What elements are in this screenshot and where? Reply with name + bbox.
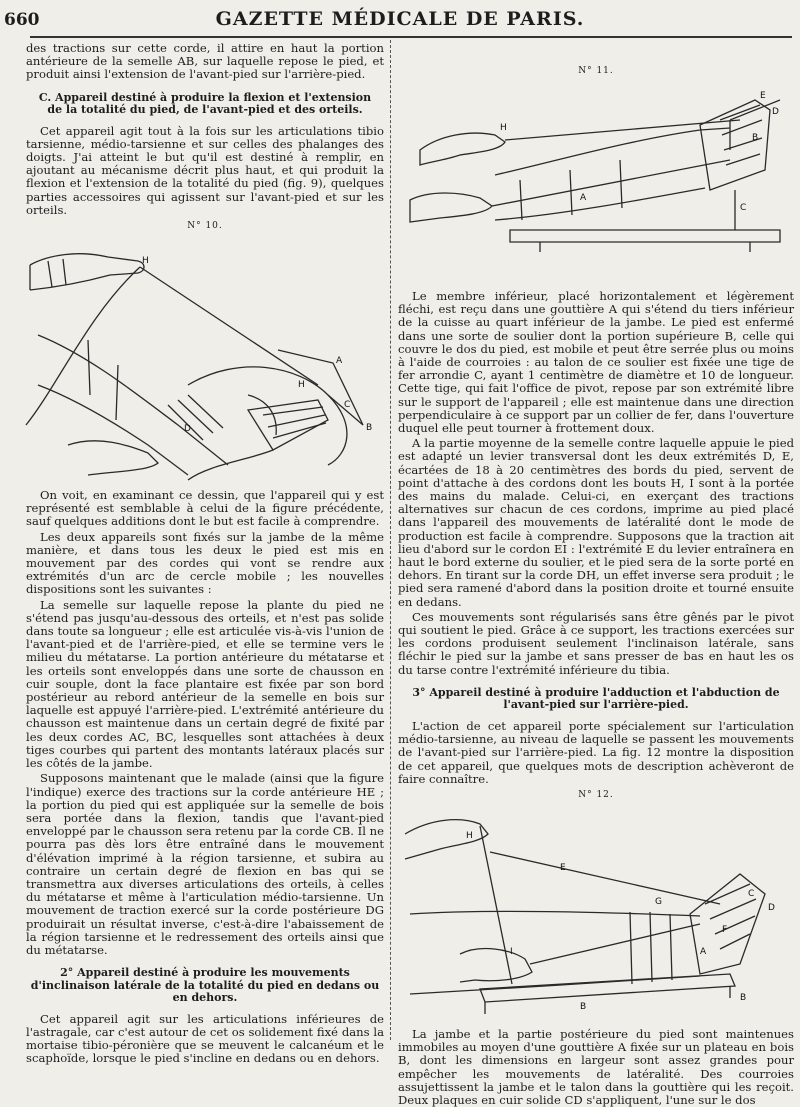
- section-heading: C. Appareil destiné à produire la flexion et l'extension de la totalité du pied, de l'avant-pied et des orteils.: [38, 90, 372, 117]
- figure-10-label: N° 10.: [187, 221, 223, 232]
- figure-11-letter-b: B: [752, 133, 759, 143]
- paragraph: Supposons maintenant que le malade (ainsi que la figure l'indique) exerce des tractions sur la corde antérieure HE ; la portion du pied qui est appliquée sur la semelle de bois sera portée dans la flexion, tandis que l'avant-pied enveloppé par le chausson sera retenu par la corde CB. Il ne pourra pas dès lors être entraîné dans le mouvement d'élévation imprimé à la région tarsienne, et subira au contraire un certain degré de flexion en bas qui se transmettra aux diverses articulations des orteils, à celles du métatarse et même à l'articulation médio-tarsienne. Un mouvement de traction exercé sur la corde postérieure DG produirait un résultat inverse, c'est-à-dire l'abaissement de la région tarsienne et le redressement des orteils ainsi que du métatarse.: [26, 771, 384, 957]
- figure-10-letter-h: H: [142, 256, 149, 267]
- right-column: [398, 42, 794, 1107]
- column-divider: [390, 40, 391, 1040]
- figure-12-letter-a: A: [700, 946, 707, 957]
- page-number: 660: [4, 10, 40, 30]
- header-rule: [30, 36, 792, 38]
- figure-10-letter-c: C: [344, 400, 351, 411]
- figure-12-letter-f: F: [722, 924, 728, 935]
- paragraph: Cet appareil agit tout à la fois sur les articulations tibio tarsienne, médio-tarsienne et sur celles des phalanges des doigts. J'ai atteint le but qu'il est destiné à remplir, en ajoutant au mécanisme décrit plus haut, et qui produit la flexion et l'extension de la totalité du pied (fig. 9), quelques parties accessoires qui agissent sur l'avant-pied et sur les orteils.: [26, 123, 384, 217]
- figure-12-letter-b: B: [740, 992, 747, 1003]
- paragraph: L'action de cet appareil porte spécialement sur l'articulation médio-tarsienne, au niveau de laquelle se passent les mouvements de l'avant-pied sur l'arrière-pied. La fig. 12 montre la disposition de cet appareil, que quelques mots de description achèveront de faire connaître.: [398, 718, 794, 786]
- page-header: [0, 0, 800, 34]
- left-column: [26, 41, 384, 1066]
- figure-10-letter-h: H: [298, 380, 305, 391]
- figure-10-letter-a: A: [336, 356, 343, 367]
- figure-12-label: N° 12.: [578, 789, 614, 800]
- figure-11-letter-a: A: [580, 193, 587, 203]
- section-heading: 3° Appareil destiné à produire l'adduction et l'abduction de l'avant-pied sur l'arrière-pied.: [412, 685, 780, 712]
- paragraph: Ces mouvements sont régularisés sans être gênés par le pivot qui soutient le pied. Grâce à ce support, les tractions exercées sur les cordons produisent seulement l'inclinaison latérale, sans fléchir le pied sur la jambe et sans presser de bas en haut les os du tarse contre l'extrémité inférieure du tibia.: [398, 609, 794, 677]
- paragraph: La jambe et la partie postérieure du pied sont maintenues immobiles au moyen d'une gouttière A fixée sur un plateau en bois B, dont les dimensions en largeur sont assez grandes pour empêcher les mouvements de latéralité. Des courroies assujettissent la jambe et le talon dans la gouttière qui les reçoit. Deux plaques en cuir solide CD s'appliquent, l'une sur le dos: [398, 1026, 794, 1107]
- figure-12-letter-g: G: [655, 896, 662, 907]
- figure-12-letter-e: E: [560, 862, 566, 873]
- figure-12-letter-h: H: [466, 830, 473, 841]
- section-heading: 2° Appareil destiné à produire les mouvements d'inclinaison latérale de la totalité du pied en dedans ou en dehors.: [30, 966, 380, 1005]
- figure-11-letter-h: H: [500, 123, 507, 133]
- figure-12-letter-b: B: [580, 1001, 587, 1012]
- figure-11-letter-c: C: [740, 203, 747, 213]
- figure-10-letter-b: B: [366, 423, 373, 434]
- paragraph: A la partie moyenne de la semelle contre laquelle appuie le pied est adapté un levier transversal dont les deux extrémités D, E, écartées de 18 à 20 centimètres des bords du pied, servent de point d'attache à des cordons dont les bouts H, I sont à la portée des mains du malade. Celui-ci, en exerçant des tractions alternatives sur chacun de ces cordons, imprime au pied placé dans l'appareil des mouvements de latéralité dont le mode de production est facile à comprendre. Supposons que la traction ait lieu d'abord sur le cordon EI : l'extrémité E du levier entraînera en haut le bord externe du soulier, et le pied sera de la sorte porté en dehors. En tirant sur la corde DH, un effet inverse sera produit ; le pied sera ramené d'abord dans la position droite et tourné ensuite en dedans.: [398, 436, 794, 609]
- paragraph: Cet appareil agit sur les articulations inférieures de l'astragale, car c'est autour de cet os solidement fixé dans la mortaise tibio-péronière que se meuvent le calcanéum et le scaphoïde, lorsque le pied s'incline en dedans ou en dehors.: [26, 1011, 384, 1066]
- masthead-title: GAZETTE MÉDICALE DE PARIS.: [215, 8, 585, 30]
- paragraph: La semelle sur laquelle repose la plante du pied ne s'étend pas jusqu'au-dessous des orteils, et n'est pas solide dans toute sa longueur ; elle est articulée vis-à-vis l'union de l'avant-pied et de l'arrière-pied, et elle se termine vers le milieu du métatarse. La portion antérieure du métatarse et les orteils sont enveloppés dans une sorte de chausson en cuir souple, dont la face plantaire est fixée par son bord postérieur au rebord antérieur de la semelle en bois sur laquelle est appuyé l'arrière-pied. L'extrémité antérieure du chausson est maintenue dans un certain degré de fixité par les deux cordes AC, BC, lesquelles sont attachées à deux tiges courbes qui partent des montants latéraux placés sur les côtés de la jambe.: [26, 597, 384, 771]
- figure-11-letter-e: E: [760, 91, 766, 101]
- paragraph: Le membre inférieur, placé horizontalement et légèrement fléchi, est reçu dans une gouttière A qui s'étend du tiers inférieur de la cuisse au quart inférieur de la jambe. Le pied est enfermé dans une sorte de soulier dont la portion supérieure B, celle qui couvre le dos du pied, est mobile et peut être serrée plus ou moins à l'aide de courroies : au talon de ce soulier est fixée une tige de fer arrondie C, ayant 1 centimètre de diamètre et 10 de longueur. Cette tige, qui fait l'office de pivot, repose par son extrémité libre sur le support de l'appareil ; elle est maintenue dans une direction perpendiculaire à ce support par un collier de fer, dans l'ouverture duquel elle peut tourner à frottement doux.: [398, 289, 794, 436]
- figure-11-illustration: [400, 80, 792, 286]
- figure-10-illustration: [28, 235, 382, 485]
- figure-12-letter-c: C: [748, 888, 755, 899]
- paragraph: des tractions sur cette corde, il attire en haut la portion antérieure de la semelle AB, sur laquelle repose le pied, et produit ainsi l'extension de l'avant-pied sur l'arrière-pied.: [26, 41, 384, 82]
- figure-12-letter-d: D: [768, 902, 775, 913]
- figure-12-letter-i: I: [510, 946, 513, 957]
- paragraph: On voit, en examinant ce dessin, que l'appareil qui y est représenté est semblable à celui de la figure précédente, sauf quelques additions dont le but est facile à comprendre.: [26, 488, 384, 529]
- figure-12-illustration: [400, 804, 792, 1024]
- figure-10-letter-d: D: [184, 424, 191, 435]
- figure-11-label: N° 11.: [578, 66, 614, 76]
- paragraph: Les deux appareils sont fixés sur la jambe de la même manière, et dans tous les deux le pied est mis en mouvement par des cordes qui vont se rendre aux extrémités d'un arc de cercle mobile ; les nouvelles dispositions sont les suivantes :: [26, 529, 384, 597]
- figure-11-letter-d: D: [772, 107, 779, 117]
